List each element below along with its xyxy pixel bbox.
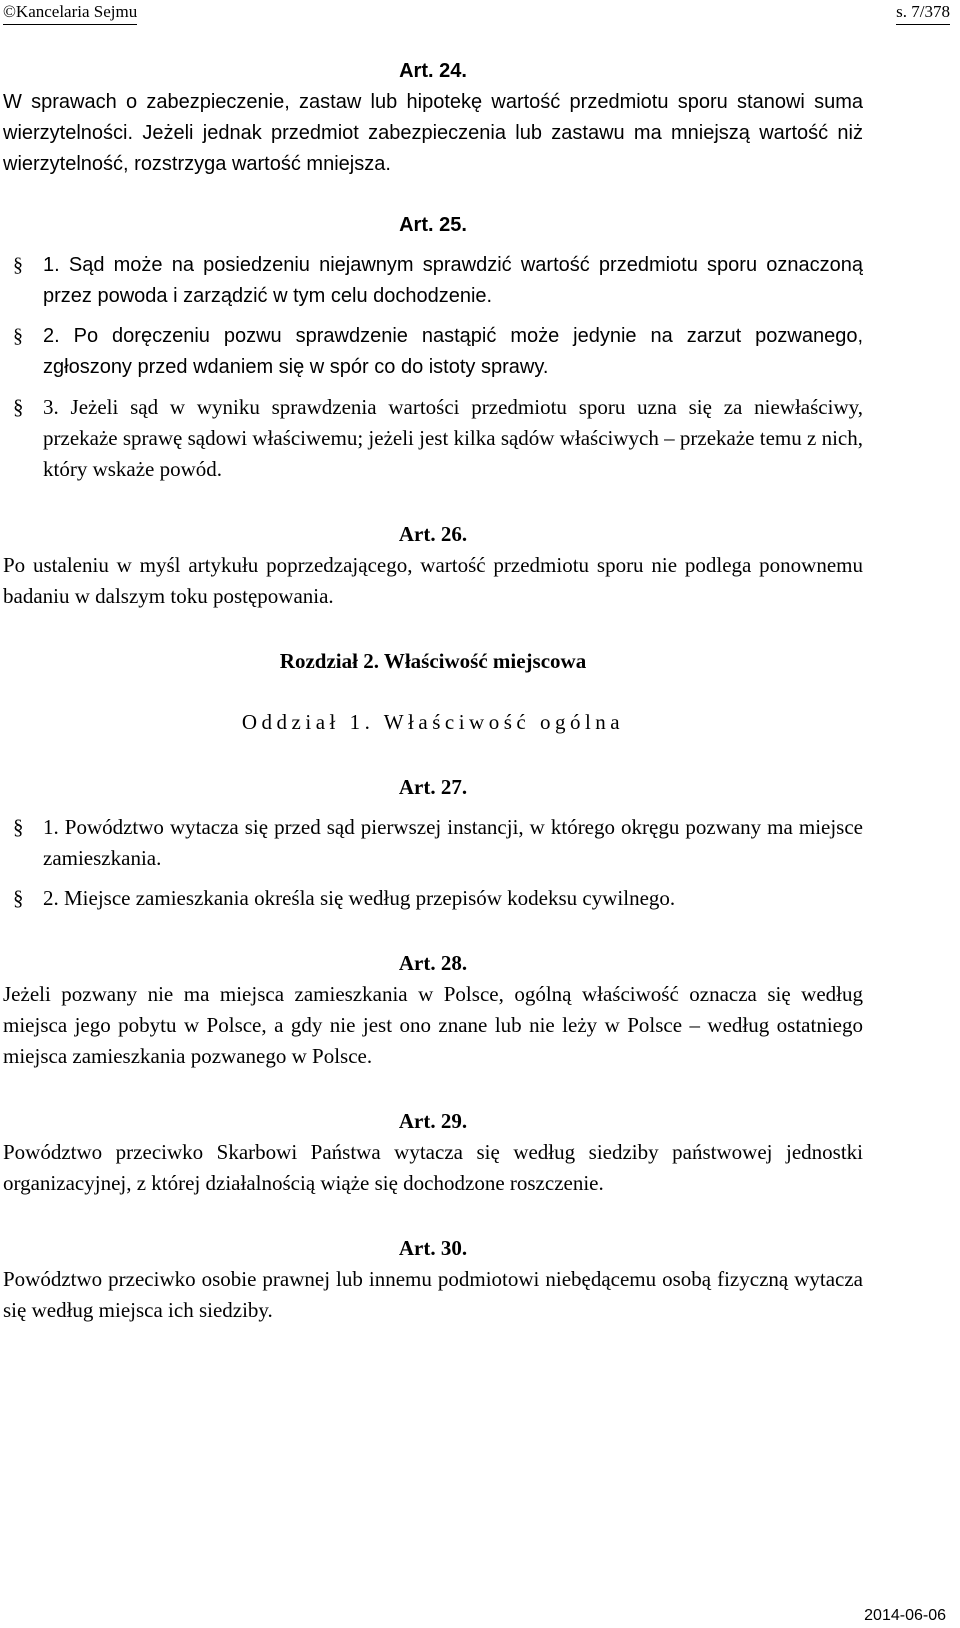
article-29-title: Art. 29.: [398, 1109, 468, 1133]
article-26-title: Art. 26.: [398, 522, 468, 546]
article-25-title: Art. 25.: [399, 214, 467, 236]
section-text: 2. Miejsce zamieszkania określa się według przepisów kodeksu cywilnego.: [43, 886, 676, 910]
section-text: 3. Jeżeli sąd w wyniku sprawdzenia wartości przedmiotu sporu uzna się za niewłaściwy, przekaże sprawę sądowi właściwemu; jeżeli jest kilka sądów właściwych – przekaże temu z nich, który wskaże powód.: [43, 395, 863, 481]
article-24-text: W sprawach o zabezpieczenie, zastaw lub hipotekę wartość przedmiotu sporu stanowi suma wierzytelności. Jeżeli jednak przedmiot zabezpieczenia lub zastawu ma mniejszą wartość niż wierzytelność, rozstrzyga wartość mniejsza.: [3, 91, 863, 175]
article-26-text: Po ustaleniu w myśl artykułu poprzedzającego, wartość przedmiotu sporu nie podlega ponownemu badaniu w dalszym toku postępowania.: [3, 553, 863, 608]
article-27-title: Art. 27.: [398, 775, 468, 799]
section-text: 1. Sąd może na posiedzeniu niejawnym sprawdzić wartość przedmiotu sporu oznaczoną przez powoda i zarządzić w tym celu dochodzenie.: [43, 254, 863, 307]
page-header: [3, 0, 950, 25]
section-symbol: §: [13, 395, 24, 419]
article-27-section-2: [3, 883, 863, 914]
section-symbol: §: [13, 254, 23, 276]
article-30-text: Powództwo przeciwko osobie prawnej lub innemu podmiotowi niebędącemu osobą fizyczną wytacza się według miejsca ich siedziby.: [3, 1267, 863, 1322]
article-30-title: Art. 30.: [398, 1236, 468, 1260]
article-28-text: Jeżeli pozwany nie ma miejsca zamieszkania w Polsce, ogólną właściwość oznacza się według miejsca jego pobytu w Polsce, a gdy nie jest ono znane lub nie leży w Polsce – według ostatniego miejsca zamieszkania pozwanego w Polsce.: [3, 982, 863, 1068]
section-symbol: §: [13, 886, 24, 910]
chapter-heading: Rozdział 2. Właściwość miejscowa: [279, 649, 587, 673]
article-25-section-1: [3, 250, 863, 312]
document-body: [3, 56, 863, 1326]
article-29-text: Powództwo przeciwko Skarbowi Państwa wytacza się według siedziby państwowej jednostki organizacyjnej, z której działalnością wiąże się dochodzone roszczenie.: [3, 1140, 863, 1195]
source-label: ©Kancelaria Sejmu: [3, 0, 137, 25]
article-25-section-2: [3, 321, 863, 383]
page-number: s. 7/378: [896, 0, 950, 25]
page-footer-date: 2014-06-06: [864, 1607, 946, 1624]
article-28-title: Art. 28.: [398, 951, 468, 975]
section-symbol: §: [13, 815, 24, 839]
section-text: 2. Po doręczeniu pozwu sprawdzenie nastąpić może jedynie na zarzut pozwanego, zgłoszony przed wdaniem się w spór co do istoty sprawy.: [43, 325, 863, 378]
section-symbol: §: [13, 325, 23, 347]
article-25-section-3: [3, 392, 863, 485]
section-text: 1. Powództwo wytacza się przed sąd pierwszej instancji, w którego okręgu pozwany ma miejsce zamieszkania.: [43, 815, 863, 870]
division-heading: Oddział 1. Właściwość ogólna: [241, 710, 625, 734]
article-27-section-1: [3, 812, 863, 874]
article-24-title: Art. 24.: [399, 60, 467, 82]
